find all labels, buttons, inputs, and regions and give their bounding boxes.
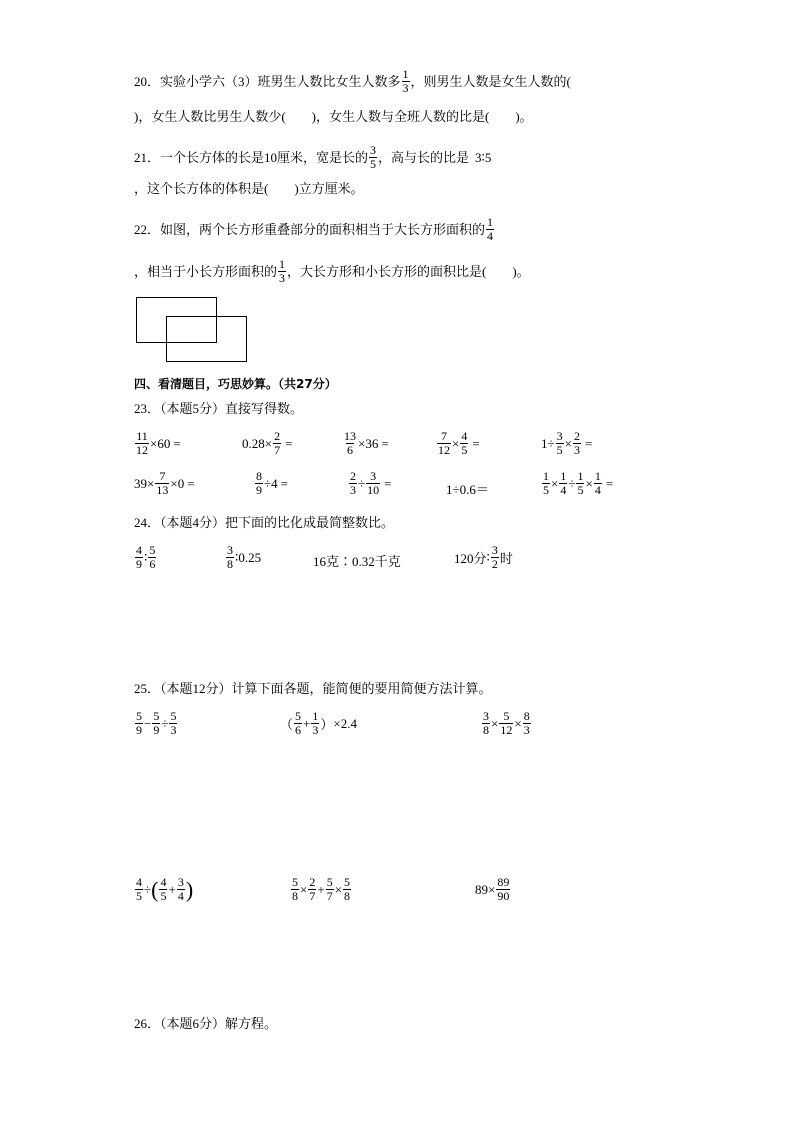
fraction: $\frac{4}{5}$ — [160, 875, 167, 903]
q21-text-a: 21．一个长方体的长是10厘米，宽是长的 — [134, 149, 369, 165]
op: × — [585, 475, 593, 491]
colon: ∶ — [235, 549, 239, 565]
q22-fraction-2: $\frac{1}{3}$ — [279, 257, 286, 285]
left-paren: ( — [151, 876, 159, 902]
fraction: $\frac{5}{9}$ — [136, 709, 142, 737]
colon: ∶ — [144, 549, 148, 565]
fraction: $\frac{5}{8}$ — [292, 875, 298, 903]
q23-expr-10 — [541, 470, 613, 497]
fraction: $\frac{3}{5}$ — [556, 429, 563, 457]
fraction: $\frac{5}{6}$ — [149, 543, 156, 571]
q25-calc-5 — [290, 876, 352, 903]
num: 120分 — [454, 551, 487, 566]
fraction: $\frac{3}{8}$ — [483, 709, 489, 737]
fraction: $\frac{1}{4}$ — [594, 469, 601, 497]
paren: ） — [320, 717, 334, 732]
q22-fraction-1: $\frac{1}{4}$ — [487, 215, 494, 243]
q23-expr-6 — [134, 470, 195, 497]
fraction: $\frac{8}{3}$ — [523, 709, 530, 737]
fraction: $\frac{1}{5}$ — [543, 469, 549, 497]
fraction: $\frac{5}{8}$ — [344, 875, 351, 903]
eq: = — [173, 435, 181, 451]
op: × — [452, 435, 460, 451]
fraction: $\frac{2}{7}$ — [274, 429, 281, 457]
q25-title: 25．（本题12分）计算下面各题，能简便的要用简便方法计算。 — [134, 681, 492, 696]
q25-calc-4 — [134, 876, 193, 903]
q23-expr-9: 1÷0.6＝ — [446, 482, 489, 497]
q23-title: 23．（本题5分）直接写得数。 — [134, 401, 304, 416]
op: + — [303, 715, 311, 731]
fraction: $\frac{3}{2}$ — [491, 543, 498, 571]
q20-fraction: $\frac{1}{3}$ — [402, 67, 409, 95]
eq: = — [384, 475, 392, 491]
fraction: $\frac{4}{5}$ — [461, 429, 468, 457]
right-paren: ) — [185, 876, 194, 902]
op: × — [333, 715, 341, 731]
num: 4 — [271, 475, 278, 491]
colon: ∶ — [486, 549, 490, 565]
num: 60 — [157, 435, 171, 451]
fraction: $\frac{5}{7}$ — [326, 875, 333, 903]
q23-expr-2 — [242, 430, 292, 457]
q21-fraction: $\frac{3}{5}$ — [370, 143, 377, 171]
q20-line2: )，女生人数比男生人数少( )，女生人数与全班人数的比是( )。 — [134, 109, 533, 124]
op: × — [264, 435, 273, 451]
fraction: $\frac{7}{13}$ — [156, 469, 169, 497]
q22-text-a: 22．如图，两个长方形重叠部分的面积相当于大长方形面积的 — [134, 221, 486, 237]
q25-calc-3 — [481, 710, 532, 737]
fraction: $\frac{1}{4}$ — [560, 469, 567, 497]
small-rectangle — [166, 316, 247, 362]
op: × — [170, 475, 178, 491]
fraction: $\frac{7}{12}$ — [438, 429, 450, 457]
eq: = — [584, 435, 593, 451]
fraction: $\frac{89}{90}$ — [497, 875, 510, 903]
fraction: $\frac{13}{6}$ — [344, 429, 356, 457]
q25-calc-2 — [280, 710, 357, 737]
q21-line1 — [134, 144, 491, 171]
fraction: $\frac{4}{5}$ — [136, 875, 142, 903]
eq: = — [280, 475, 288, 491]
fraction: $\frac{2}{7}$ — [309, 875, 316, 903]
fraction: $\frac{5}{9}$ — [153, 709, 160, 737]
op: ÷ — [264, 475, 272, 491]
op: × — [488, 881, 496, 897]
unit: 时 — [499, 551, 513, 566]
q23-expr-4 — [436, 430, 480, 457]
q23-expr-3 — [342, 430, 389, 457]
q22-line1 — [134, 216, 495, 243]
num: 1 — [541, 435, 548, 451]
q20-text-a: 20．实验小学六（3）班男生人数比女生人数多 — [134, 73, 401, 89]
op: ÷ — [547, 435, 555, 451]
q25-calc-1 — [134, 710, 178, 737]
op: × — [491, 715, 499, 731]
eq: = — [381, 435, 389, 451]
fraction: $\frac{1}{5}$ — [577, 469, 584, 497]
fraction: $\frac{5}{3}$ — [170, 709, 177, 737]
paren: （ — [280, 717, 294, 732]
op: × — [147, 475, 155, 491]
fraction: $\frac{3}{8}$ — [227, 543, 233, 571]
eq: = — [187, 475, 195, 491]
num: 0.25 — [238, 549, 262, 565]
fraction: $\frac{2}{3}$ — [573, 429, 580, 457]
num: 39 — [134, 475, 147, 491]
q20-line1 — [134, 68, 571, 95]
fraction: $\frac{2}{3}$ — [350, 469, 356, 497]
op: ÷ — [358, 475, 366, 491]
fraction: $\frac{5}{12}$ — [500, 709, 513, 737]
q24-ratio-1 — [134, 544, 157, 571]
q20-text-b: ，则男生人数是女生人数的( — [410, 73, 571, 89]
fraction: $\frac{1}{3}$ — [312, 709, 319, 737]
num: 36 — [365, 435, 379, 451]
q22-line2 — [134, 258, 530, 285]
fraction: $\frac{4}{9}$ — [136, 543, 142, 571]
q21-text-b: ，高与长的比是 — [378, 149, 470, 165]
op: + — [168, 881, 176, 897]
q23-expr-1 — [134, 430, 181, 457]
fraction: $\frac{3}{10}$ — [367, 469, 380, 497]
num: 2.4 — [340, 715, 357, 731]
q26-title: 26．（本题6分）解方程。 — [134, 1016, 278, 1031]
q25-calc-6 — [475, 876, 511, 903]
op: ÷ — [568, 475, 576, 491]
q21-line2: ，这个长方体的体积是( )立方厘米。 — [134, 181, 364, 196]
num: 89 — [475, 881, 488, 897]
section-4-heading: 四、看清题目，巧思妙算。（共27分） — [134, 377, 337, 391]
q24-ratio-4 — [454, 544, 513, 571]
fraction: $\frac{11}{12}$ — [136, 429, 148, 457]
q22-text-c: ，大长方形和小长方形的面积比是( )。 — [287, 263, 530, 279]
q24-ratio-2 — [225, 544, 261, 571]
fraction: $\frac{3}{4}$ — [177, 875, 184, 903]
q21-ratio: 3∶5 — [475, 149, 492, 165]
eq: = — [605, 475, 614, 491]
op: × — [564, 435, 572, 451]
op: × — [334, 881, 343, 897]
op: × — [358, 435, 366, 451]
op: × — [514, 715, 522, 731]
op: + — [317, 881, 325, 897]
op: × — [300, 881, 308, 897]
num: 0 — [177, 475, 185, 491]
q22-text-b: ，相当于小长方形面积的 — [134, 263, 278, 279]
eq: = — [285, 435, 293, 451]
op: ÷ — [161, 715, 169, 731]
q23-expr-7 — [254, 470, 288, 497]
op: × — [150, 435, 158, 451]
eq: = — [472, 435, 480, 451]
q23-expr-8 — [348, 470, 391, 497]
fraction: $\frac{5}{6}$ — [295, 709, 302, 737]
op: ÷ — [144, 881, 152, 897]
q23-expr-5 — [541, 430, 592, 457]
num: 0.28 — [242, 435, 265, 451]
op: × — [551, 475, 559, 491]
q24-title: 24．（本题4分）把下面的比化成最简整数比。 — [134, 515, 395, 530]
fraction: $\frac{8}{9}$ — [256, 469, 262, 497]
op: − — [144, 715, 152, 731]
q24-ratio-3: 16克∶0.32千克 — [313, 554, 401, 569]
